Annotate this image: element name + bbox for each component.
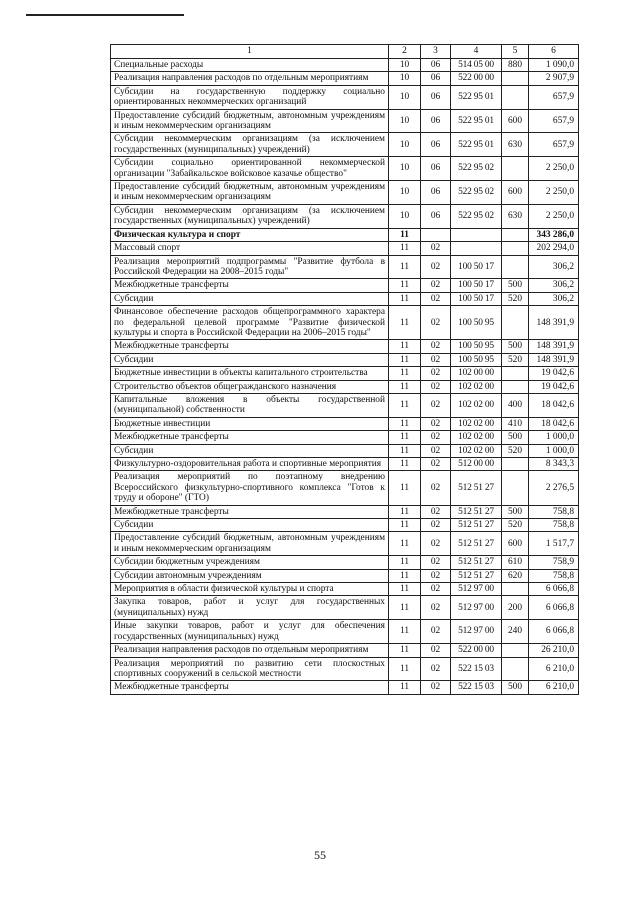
expense-name-cell: Субсидии (111, 353, 389, 366)
table-row (111, 204, 579, 228)
subsection-code-cell: 02 (421, 505, 451, 518)
section-code-cell: 11 (389, 340, 421, 353)
amount-cell: 2 907,9 (529, 72, 579, 85)
section-code-cell: 11 (389, 255, 421, 279)
subsection-code-cell: 02 (421, 444, 451, 457)
expense-name-cell: Специальные расходы (111, 59, 389, 72)
expense-name-cell: Субсидии на государственную поддержку социально ориентированных некоммерческих организаций (111, 85, 389, 109)
amount-cell: 306,2 (529, 292, 579, 305)
subsection-code-cell: 02 (421, 556, 451, 569)
target-article-cell (451, 242, 502, 255)
amount-cell: 8 343,3 (529, 458, 579, 471)
page-number: 55 (314, 848, 326, 862)
expense-name-cell: Физическая культура и спорт (111, 228, 389, 241)
table-row (111, 644, 579, 657)
expense-type-cell: 520 (502, 519, 529, 532)
expense-type-cell: 630 (502, 133, 529, 157)
expense-name-cell: Межбюджетные трансферты (111, 681, 389, 694)
target-article-cell: 512 51 27 (451, 471, 502, 505)
table-row (111, 279, 579, 292)
table-row (111, 471, 579, 505)
section-code-cell: 11 (389, 228, 421, 241)
target-article-cell: 512 51 27 (451, 505, 502, 518)
expense-name-cell: Предоставление субсидий бюджетным, автономным учреждениям и иным некоммерческим организациям (111, 109, 389, 133)
expense-type-cell (502, 644, 529, 657)
expense-name-cell: Межбюджетные трансферты (111, 505, 389, 518)
subsection-code-cell: 06 (421, 109, 451, 133)
subsection-code-cell: 02 (421, 620, 451, 644)
subsection-code-cell: 06 (421, 181, 451, 205)
subsection-code-cell: 06 (421, 85, 451, 109)
target-article-cell: 100 50 95 (451, 353, 502, 366)
subsection-code-cell: 02 (421, 393, 451, 417)
expense-name-cell: Массовый спорт (111, 242, 389, 255)
subsection-code-cell: 02 (421, 367, 451, 380)
table-row (111, 556, 579, 569)
expense-name-cell: Капитальные вложения в объекты государственной (муниципальной) собственности (111, 393, 389, 417)
expense-type-cell: 240 (502, 620, 529, 644)
expense-type-cell: 520 (502, 353, 529, 366)
expense-name-cell: Закупка товаров, работ и услуг для государственных (муниципальных) нужд (111, 596, 389, 620)
expense-type-cell (502, 306, 529, 340)
expense-type-cell (502, 242, 529, 255)
section-code-cell: 11 (389, 556, 421, 569)
section-code-cell: 11 (389, 569, 421, 582)
column-header: 1 (111, 45, 389, 59)
subsection-code-cell: 06 (421, 59, 451, 72)
amount-cell: 758,9 (529, 556, 579, 569)
target-article-cell: 512 51 27 (451, 532, 502, 556)
subsection-code-cell: 02 (421, 340, 451, 353)
amount-cell: 1 517,7 (529, 532, 579, 556)
table-row (111, 431, 579, 444)
section-code-cell: 10 (389, 204, 421, 228)
target-article-cell: 102 02 00 (451, 380, 502, 393)
subsection-code-cell: 02 (421, 657, 451, 681)
section-code-cell: 11 (389, 444, 421, 457)
table-row (111, 85, 579, 109)
amount-cell: 6 210,0 (529, 657, 579, 681)
section-code-cell: 10 (389, 181, 421, 205)
section-code-cell: 11 (389, 583, 421, 596)
amount-cell: 758,8 (529, 569, 579, 582)
section-code-cell: 11 (389, 596, 421, 620)
expense-type-cell (502, 367, 529, 380)
table-row (111, 367, 579, 380)
expense-name-cell: Бюджетные инвестиции (111, 417, 389, 430)
expense-name-cell: Мероприятия в области физической культуры и спорта (111, 583, 389, 596)
target-article-cell: 100 50 95 (451, 306, 502, 340)
subsection-code-cell: 06 (421, 204, 451, 228)
table-row (111, 292, 579, 305)
subsection-code-cell: 02 (421, 279, 451, 292)
target-article-cell: 512 97 00 (451, 620, 502, 644)
target-article-cell: 522 95 02 (451, 181, 502, 205)
amount-cell: 306,2 (529, 255, 579, 279)
target-article-cell: 522 00 00 (451, 644, 502, 657)
expense-type-cell: 400 (502, 393, 529, 417)
target-article-cell (451, 228, 502, 241)
subsection-code-cell: 02 (421, 292, 451, 305)
expense-name-cell: Межбюджетные трансферты (111, 431, 389, 444)
expense-type-cell: 500 (502, 340, 529, 353)
expense-name-cell: Реализация мероприятий подпрограммы "Развитие футбола в Российской Федерации на 2008–2015 годы" (111, 255, 389, 279)
amount-cell: 657,9 (529, 109, 579, 133)
amount-cell: 18 042,6 (529, 417, 579, 430)
expense-name-cell: Субсидии (111, 519, 389, 532)
amount-cell: 2 250,0 (529, 204, 579, 228)
section-code-cell: 11 (389, 644, 421, 657)
subsection-code-cell: 02 (421, 644, 451, 657)
table-row (111, 583, 579, 596)
expense-type-cell (502, 471, 529, 505)
table-row (111, 181, 579, 205)
table-row (111, 306, 579, 340)
amount-cell: 148 391,9 (529, 306, 579, 340)
expense-type-cell (502, 85, 529, 109)
section-code-cell: 10 (389, 157, 421, 181)
section-code-cell: 10 (389, 59, 421, 72)
section-code-cell: 10 (389, 72, 421, 85)
expense-name-cell: Реализация направления расходов по отдельным мероприятиям (111, 72, 389, 85)
subsection-code-cell: 06 (421, 133, 451, 157)
column-header: 6 (529, 45, 579, 59)
table-row (111, 505, 579, 518)
table-row (111, 133, 579, 157)
target-article-cell: 522 15 03 (451, 657, 502, 681)
target-article-cell: 522 95 02 (451, 204, 502, 228)
expense-name-cell: Реализация мероприятий по развитию сети плоскостных спортивных сооружений в сельской местности (111, 657, 389, 681)
amount-cell: 202 294,0 (529, 242, 579, 255)
target-article-cell: 100 50 17 (451, 292, 502, 305)
subsection-code-cell: 02 (421, 596, 451, 620)
target-article-cell: 522 95 01 (451, 109, 502, 133)
expense-type-cell (502, 657, 529, 681)
amount-cell: 18 042,6 (529, 393, 579, 417)
target-article-cell: 512 00 00 (451, 458, 502, 471)
subsection-code-cell: 06 (421, 72, 451, 85)
amount-cell: 1 000,0 (529, 431, 579, 444)
section-code-cell: 11 (389, 431, 421, 444)
table-row (111, 417, 579, 430)
expense-name-cell: Иные закупки товаров, работ и услуг для обеспечения государственных (муниципальных) нужд (111, 620, 389, 644)
subsection-code-cell: 02 (421, 681, 451, 694)
amount-cell: 2 276,5 (529, 471, 579, 505)
column-number-row (111, 45, 579, 59)
expense-type-cell: 520 (502, 292, 529, 305)
header-rule (26, 14, 184, 16)
amount-cell: 19 042,6 (529, 380, 579, 393)
subsection-code-cell: 02 (421, 306, 451, 340)
subsection-code-cell: 02 (421, 431, 451, 444)
amount-cell: 758,8 (529, 505, 579, 518)
subsection-code-cell: 02 (421, 569, 451, 582)
section-code-cell: 11 (389, 519, 421, 532)
expense-name-cell: Строительство объектов общегражданского назначения (111, 380, 389, 393)
amount-cell: 758,8 (529, 519, 579, 532)
target-article-cell: 522 95 01 (451, 85, 502, 109)
column-header: 2 (389, 45, 421, 59)
expense-name-cell: Субсидии некоммерческим организациям (за исключением государственных (муниципальных) учреждений) (111, 133, 389, 157)
expense-type-cell: 610 (502, 556, 529, 569)
expense-type-cell (502, 228, 529, 241)
expense-name-cell: Субсидии социально ориентированной некоммерческой организации "Забайкальское войсковое казачье общество" (111, 157, 389, 181)
expense-name-cell: Субсидии автономным учреждениям (111, 569, 389, 582)
amount-cell: 6 066,8 (529, 620, 579, 644)
expense-type-cell (502, 255, 529, 279)
table-row (111, 242, 579, 255)
subsection-code-cell: 02 (421, 353, 451, 366)
amount-cell: 148 391,9 (529, 340, 579, 353)
amount-cell: 6 210,0 (529, 681, 579, 694)
target-article-cell: 512 51 27 (451, 556, 502, 569)
expense-type-cell (502, 72, 529, 85)
target-article-cell: 512 51 27 (451, 519, 502, 532)
table-row (111, 59, 579, 72)
target-article-cell: 522 00 00 (451, 72, 502, 85)
expense-name-cell: Предоставление субсидий бюджетным, автономным учреждениям и иным некоммерческим организациям (111, 532, 389, 556)
target-article-cell: 512 97 00 (451, 596, 502, 620)
expense-type-cell: 500 (502, 279, 529, 292)
table-row (111, 353, 579, 366)
amount-cell: 306,2 (529, 279, 579, 292)
amount-cell: 2 250,0 (529, 157, 579, 181)
table-row (111, 458, 579, 471)
expense-type-cell: 410 (502, 417, 529, 430)
section-code-cell: 11 (389, 393, 421, 417)
section-code-cell: 11 (389, 417, 421, 430)
target-article-cell: 102 02 00 (451, 444, 502, 457)
amount-cell: 6 066,8 (529, 583, 579, 596)
amount-cell: 26 210,0 (529, 644, 579, 657)
subsection-code-cell: 02 (421, 583, 451, 596)
target-article-cell: 102 02 00 (451, 393, 502, 417)
target-article-cell: 100 50 95 (451, 340, 502, 353)
expense-type-cell (502, 157, 529, 181)
table-row (111, 380, 579, 393)
expense-type-cell (502, 583, 529, 596)
subsection-code-cell: 02 (421, 417, 451, 430)
target-article-cell: 512 51 27 (451, 569, 502, 582)
expense-name-cell: Реализация направления расходов по отдельным мероприятиям (111, 644, 389, 657)
table-row (111, 596, 579, 620)
column-header: 3 (421, 45, 451, 59)
expense-type-cell: 500 (502, 505, 529, 518)
amount-cell: 6 066,8 (529, 596, 579, 620)
table-row (111, 393, 579, 417)
expense-type-cell: 500 (502, 431, 529, 444)
expense-type-cell (502, 380, 529, 393)
section-code-cell: 11 (389, 532, 421, 556)
subsection-code-cell: 02 (421, 471, 451, 505)
table-row (111, 444, 579, 457)
amount-cell: 657,9 (529, 133, 579, 157)
subsection-code-cell: 02 (421, 458, 451, 471)
expense-type-cell (502, 458, 529, 471)
subsection-code-cell: 02 (421, 242, 451, 255)
table-row (111, 109, 579, 133)
table-row (111, 157, 579, 181)
section-code-cell: 11 (389, 292, 421, 305)
expense-type-cell: 600 (502, 532, 529, 556)
section-code-cell: 11 (389, 620, 421, 644)
expense-name-cell: Субсидии бюджетным учреждениям (111, 556, 389, 569)
section-code-cell: 11 (389, 306, 421, 340)
table-row (111, 569, 579, 582)
amount-cell: 343 286,0 (529, 228, 579, 241)
table-row (111, 255, 579, 279)
expense-name-cell: Субсидии (111, 292, 389, 305)
table-row (111, 620, 579, 644)
section-code-cell: 11 (389, 242, 421, 255)
expense-name-cell: Бюджетные инвестиции в объекты капитального строительства (111, 367, 389, 380)
section-code-cell: 11 (389, 505, 421, 518)
expense-type-cell: 620 (502, 569, 529, 582)
target-article-cell: 522 95 01 (451, 133, 502, 157)
target-article-cell: 100 50 17 (451, 255, 502, 279)
section-code-cell: 11 (389, 471, 421, 505)
section-code-cell: 11 (389, 353, 421, 366)
expense-type-cell: 600 (502, 181, 529, 205)
expense-name-cell: Субсидии (111, 444, 389, 457)
column-header: 4 (451, 45, 502, 59)
target-article-cell: 100 50 17 (451, 279, 502, 292)
section-code-cell: 11 (389, 367, 421, 380)
target-article-cell: 522 15 03 (451, 681, 502, 694)
expense-type-cell: 200 (502, 596, 529, 620)
target-article-cell: 514 05 00 (451, 59, 502, 72)
section-code-cell: 11 (389, 380, 421, 393)
section-code-cell: 10 (389, 85, 421, 109)
table-row (111, 532, 579, 556)
table-row (111, 519, 579, 532)
section-code-cell: 11 (389, 657, 421, 681)
target-article-cell: 102 02 00 (451, 417, 502, 430)
expense-name-cell: Межбюджетные трансферты (111, 340, 389, 353)
expense-type-cell: 880 (502, 59, 529, 72)
subsection-code-cell: 06 (421, 157, 451, 181)
expense-name-cell: Предоставление субсидий бюджетным, автономным учреждениям и иным некоммерческим организациям (111, 181, 389, 205)
subsection-code-cell: 02 (421, 532, 451, 556)
table-row (111, 681, 579, 694)
amount-cell: 1 000,0 (529, 444, 579, 457)
target-article-cell: 102 02 00 (451, 431, 502, 444)
expense-type-cell: 630 (502, 204, 529, 228)
expense-name-cell: Физкультурно-оздоровительная работа и спортивные мероприятия (111, 458, 389, 471)
subsection-code-cell: 02 (421, 519, 451, 532)
table-row (111, 228, 579, 241)
expense-type-cell: 520 (502, 444, 529, 457)
table-row (111, 340, 579, 353)
amount-cell: 148 391,9 (529, 353, 579, 366)
target-article-cell: 512 97 00 (451, 583, 502, 596)
expense-type-cell: 600 (502, 109, 529, 133)
section-code-cell: 11 (389, 279, 421, 292)
section-code-cell: 10 (389, 133, 421, 157)
expense-type-cell: 500 (502, 681, 529, 694)
expense-name-cell: Субсидии некоммерческим организациям (за исключением государственных (муниципальных) учреждений) (111, 204, 389, 228)
column-header: 5 (502, 45, 529, 59)
section-code-cell: 10 (389, 109, 421, 133)
expense-name-cell: Финансовое обеспечение расходов общепрограммного характера по федеральной целевой программе "Развитие физической культуры и спорта в Российской Федерации на 2006–2015 годы" (111, 306, 389, 340)
table-row (111, 657, 579, 681)
amount-cell: 657,9 (529, 85, 579, 109)
subsection-code-cell: 02 (421, 255, 451, 279)
amount-cell: 1 090,0 (529, 59, 579, 72)
section-code-cell: 11 (389, 458, 421, 471)
section-code-cell: 11 (389, 681, 421, 694)
subsection-code-cell: 02 (421, 380, 451, 393)
table-row (111, 72, 579, 85)
expense-name-cell: Реализация мероприятий по поэтапному внедрению Всероссийского физкультурно-спортивного комплекса "Готов к труду и обороне" (ГТО) (111, 471, 389, 505)
expense-name-cell: Межбюджетные трансферты (111, 279, 389, 292)
budget-table (110, 44, 579, 695)
amount-cell: 19 042,6 (529, 367, 579, 380)
target-article-cell: 102 00 00 (451, 367, 502, 380)
subsection-code-cell (421, 228, 451, 241)
amount-cell: 2 250,0 (529, 181, 579, 205)
target-article-cell: 522 95 02 (451, 157, 502, 181)
